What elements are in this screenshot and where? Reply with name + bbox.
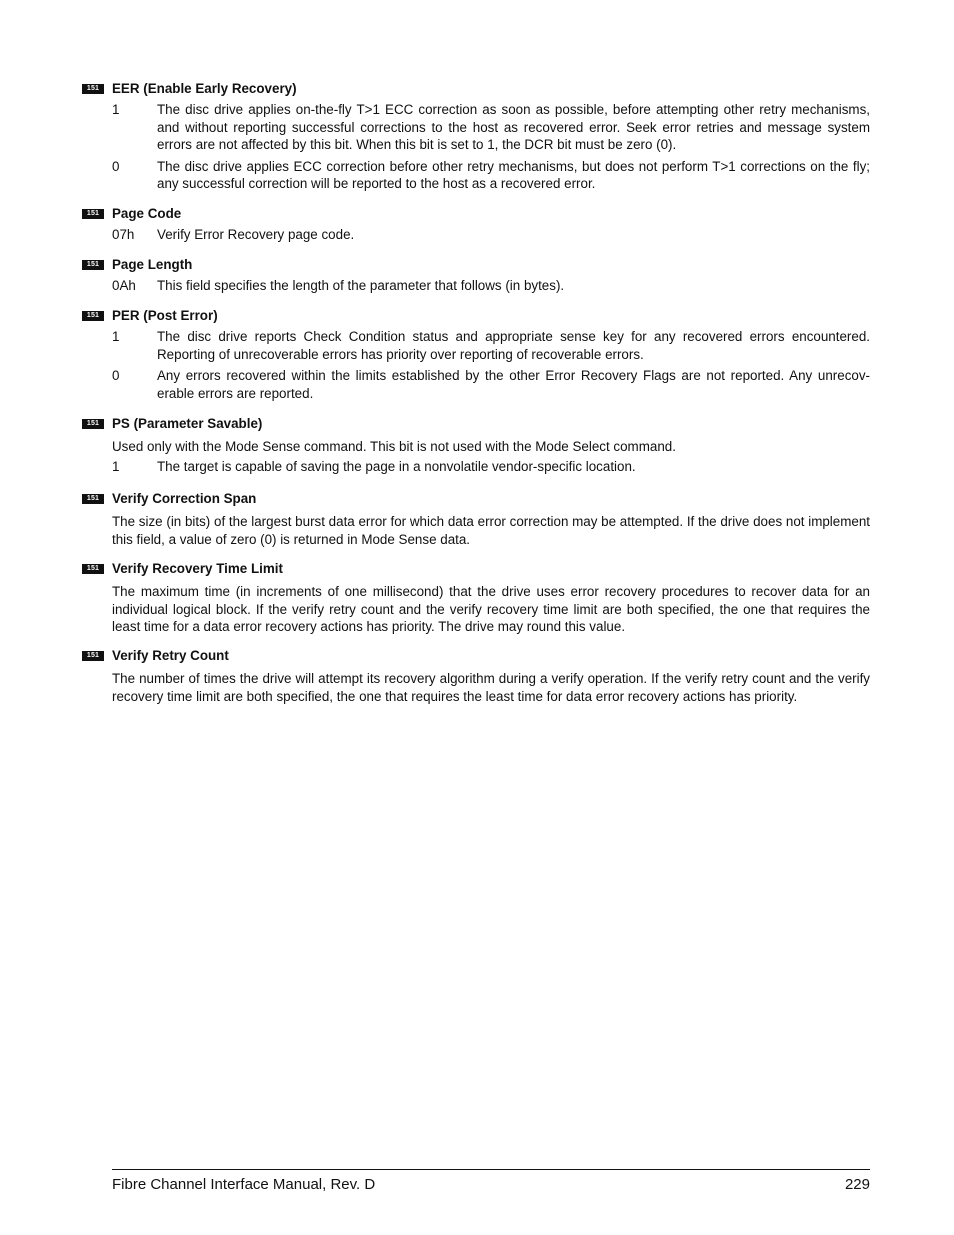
definition-item — [112, 101, 870, 154]
definition-key: 1 — [112, 329, 120, 344]
definition-item — [112, 158, 870, 193]
section-ps — [86, 415, 870, 475]
revision-badge: 151 — [82, 419, 104, 429]
definition-item — [112, 226, 870, 244]
definition-item — [112, 367, 870, 402]
revision-badge: 151 — [82, 311, 104, 321]
revision-badge: 151 — [82, 84, 104, 94]
section-heading: Verify Recovery Time Limit — [112, 561, 283, 576]
section-paragraph: The number of times the drive will attempt its recovery algorithm during a verify operation. If the verify retry count and the verify recovery time limit are both specified, the one that requires the least time for data error recovery actions has priority. — [112, 671, 870, 704]
definition-text: The disc drive applies ECC correction before other retry mechanisms, but does not perform T>1 corrections on the fly; any successful correction will be reported to the host as a recovered error. — [157, 158, 870, 192]
revision-badge: 151 — [82, 651, 104, 661]
revision-badge: 151 — [82, 260, 104, 270]
section-verify-retry-count — [86, 647, 870, 705]
definition-key: 0Ah — [112, 278, 136, 293]
footer-title: Fibre Channel Interface Manual, Rev. D — [112, 1176, 376, 1193]
section-paragraph: Used only with the Mode Sense command. This bit is not used with the Mode Select command. — [112, 439, 676, 454]
definition-key: 1 — [112, 458, 120, 474]
definition-key: 0 — [112, 158, 120, 174]
section-eer — [86, 80, 870, 193]
section-heading: PER (Post Error) — [112, 308, 218, 323]
definition-item — [112, 458, 870, 476]
section-paragraph: The size (in bits) of the largest burst data error for which data error correction may be attempted. If the drive does not implement this field, a value of zero (0) is returned in Mode Sense data. — [112, 514, 870, 547]
section-verify-correction-span — [86, 490, 870, 548]
section-per — [86, 307, 870, 402]
section-page-code — [86, 205, 870, 244]
section-heading: Page Code — [112, 206, 182, 221]
section-heading: Page Length — [112, 257, 193, 272]
definition-text: The disc drive applies on-the-fly T>1 ECC correction as soon as possible, before attempting other retry mechanisms, and without reporting successful corrections to the host as recovered error. Seek error retries and message system errors are not affected by this bit. When this bit is set to 1, the DCR bit must be zero (0). — [157, 102, 870, 153]
section-paragraph: The maximum time (in increments of one millisecond) that the drive uses error recovery procedures to recover data for an individual logical block. If the verify retry count and the verify recovery time limit are both specified, the one that requires the least time for a data error recovery actions has priority. The drive may round this value. — [112, 584, 870, 635]
page-number: 229 — [844, 1176, 870, 1193]
definition-key: 1 — [112, 102, 120, 117]
section-heading: EER (Enable Early Recovery) — [112, 81, 297, 96]
definition-text: The disc drive reports Check Condition status and appropriate sense key for any recovered errors encountered. Reporting of unrecoverable errors has priority over reporting of recoverable errors. — [157, 329, 870, 362]
section-heading: Verify Correction Span — [112, 491, 257, 506]
section-heading: Verify Retry Count — [112, 648, 229, 663]
definition-text: The target is capable of saving the page in a nonvolatile vendor-specific location. — [157, 458, 636, 474]
definition-text: Any errors recovered within the limits established by the other Error Recovery Flags are not reported. Any unrecoverable errors are reported. — [157, 368, 870, 401]
definition-key: 07h — [112, 227, 135, 242]
section-verify-recovery-time-limit — [86, 560, 870, 636]
definition-key: 0 — [112, 368, 120, 384]
revision-badge: 151 — [82, 209, 104, 219]
definition-text: This field specifies the length of the parameter that follows (in bytes). — [157, 278, 565, 293]
definition-text: Verify Error Recovery page code. — [157, 227, 355, 242]
revision-badge: 151 — [82, 564, 104, 574]
revision-badge: 151 — [82, 494, 104, 504]
definition-item — [112, 277, 870, 295]
section-page-length — [86, 256, 870, 295]
section-heading: PS (Parameter Savable) — [112, 416, 263, 431]
footer-rule — [112, 1169, 870, 1170]
definition-item — [112, 328, 870, 363]
